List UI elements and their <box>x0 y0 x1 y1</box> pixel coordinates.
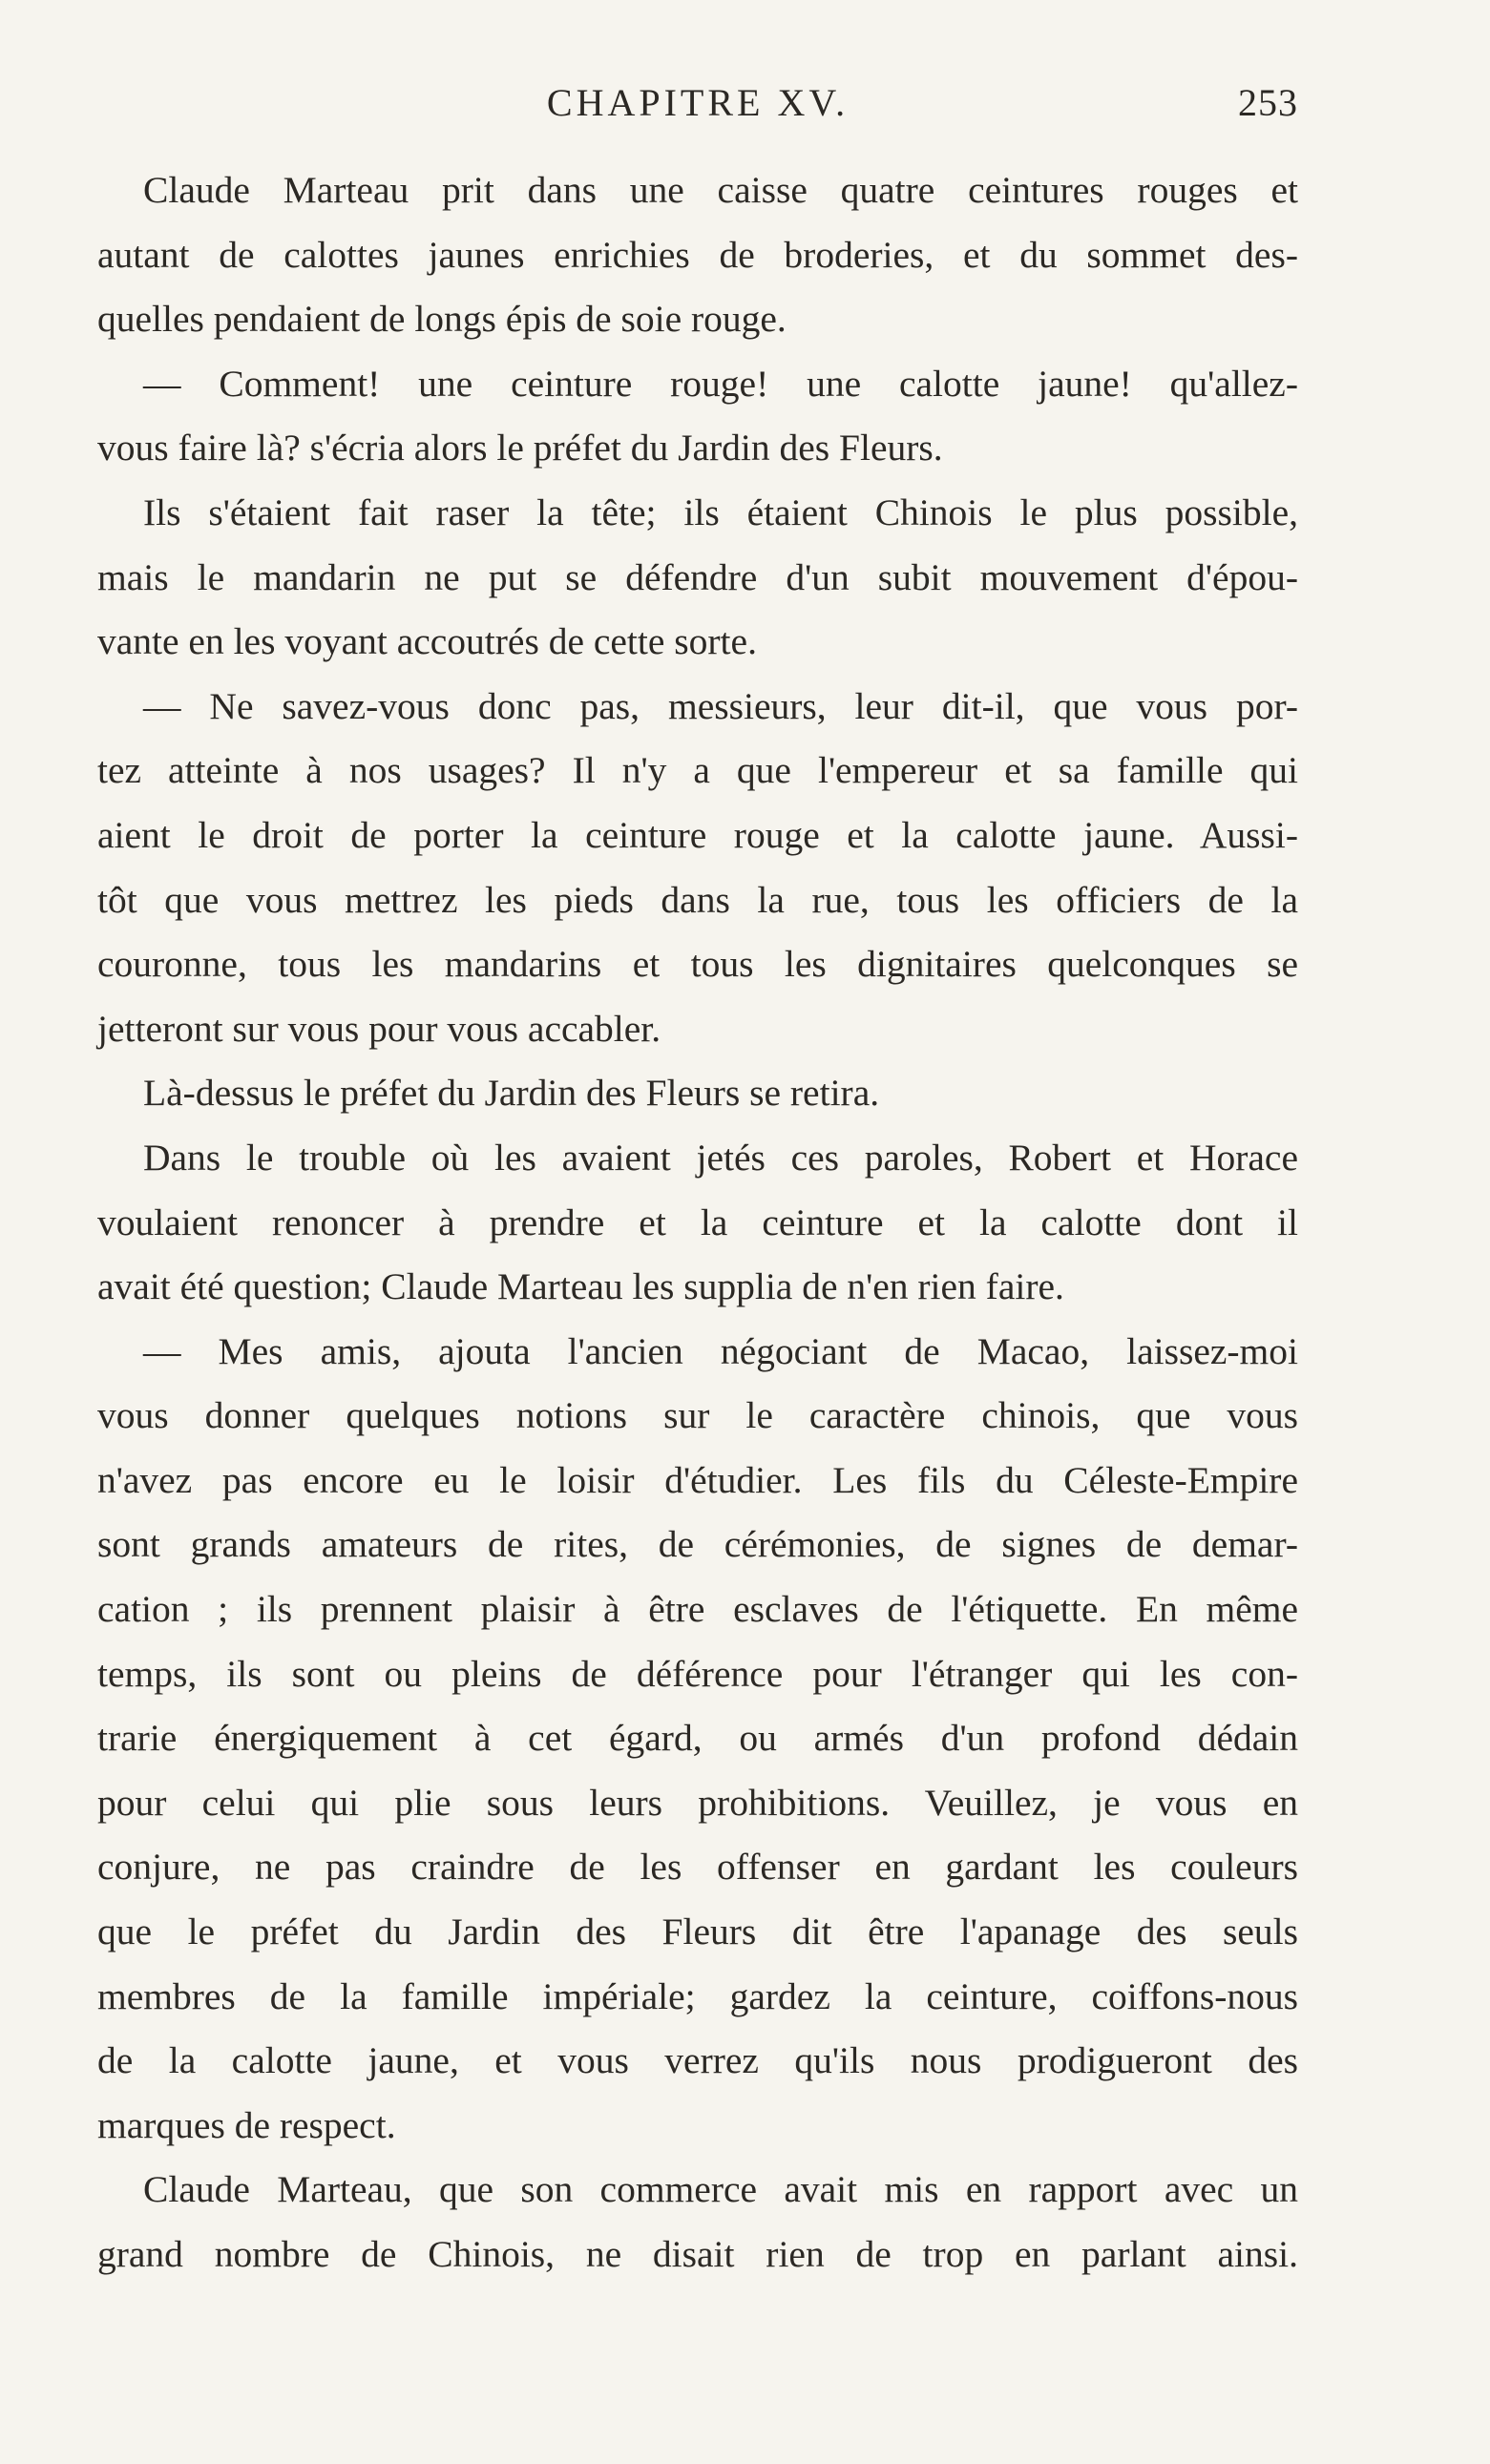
text-line: tez atteinte à nos usages? Il n'y a que l'empereur et sa famille qui <box>97 749 1298 792</box>
text-line: — Mes amis, ajouta l'ancien négociant de Macao, laissez-moi <box>143 1329 1298 1372</box>
text-line: — Ne savez-vous donc pas, messieurs, leur dit-il, que vous por- <box>143 684 1298 727</box>
text-line: pour celui qui plie sous leurs prohibitions. Veuillez, je vous en <box>97 1781 1298 1824</box>
text-line: de la calotte jaune, et vous verrez qu'ils nous prodigueront des <box>97 2039 1298 2082</box>
text-line: n'avez pas encore eu le loisir d'étudier. Les fils du Céleste-Empire <box>97 1458 1298 1501</box>
text-line: jetteront sur vous pour vous accabler. <box>97 1007 661 1050</box>
text-line: couronne, tous les mandarins et tous les dignitaires quelconques se <box>97 943 1298 986</box>
body-text <box>97 158 1298 2287</box>
text-line: marques de respect. <box>97 2103 396 2146</box>
text-line: vante en les voyant accoutrés de cette sorte. <box>97 620 757 663</box>
text-line: avait été question; Claude Marteau les supplia de n'en rien faire. <box>97 1265 1064 1308</box>
text-line: sont grands amateurs de rites, de cérémonies, de signes de demar- <box>97 1523 1298 1566</box>
text-line: trarie énergiquement à cet égard, ou armés d'un profond dédain <box>97 1717 1298 1760</box>
text-line: Là-dessus le préfet du Jardin des Fleurs se retira. <box>143 1072 880 1115</box>
text-line: Ils s'étaient fait raser la tête; ils étaient Chinois le plus possible, <box>143 491 1298 533</box>
text-line: grand nombre de Chinois, ne disait rien de trop en parlant ainsi. <box>97 2233 1298 2275</box>
text-line: Claude Marteau prit dans une caisse quatre ceintures rouges et <box>143 169 1298 211</box>
text-line: cation ; ils prennent plaisir à être esclaves de l'étiquette. En même <box>97 1588 1298 1631</box>
text-line: mais le mandarin ne put se défendre d'un subit mouvement d'épou- <box>97 555 1298 598</box>
text-line: Dans le trouble où les avaient jetés ces paroles, Robert et Horace <box>143 1136 1298 1179</box>
text-line: — Comment! une ceinture rouge! une calotte jaune! qu'allez- <box>143 362 1298 405</box>
text-line: tôt que vous mettrez les pieds dans la rue, tous les officiers de la <box>97 878 1298 921</box>
text-line: vous donner quelques notions sur le caractère chinois, que vous <box>97 1394 1298 1437</box>
text-line: autant de calottes jaunes enrichies de broderies, et du sommet des- <box>97 233 1298 276</box>
chapter-title: CHAPITRE XV. <box>546 81 850 124</box>
text-line: membres de la famille impériale; gardez la ceinture, coiffons-nous <box>97 1974 1298 2017</box>
text-line: vous faire là? s'écria alors le préfet du Jardin des Fleurs. <box>97 427 943 470</box>
text-line: que le préfet du Jardin des Fleurs dit être l'apanage des seuls <box>97 1911 1298 1953</box>
page-number: 253 <box>1238 81 1298 124</box>
running-head <box>97 80 1298 137</box>
text-line: voulaient renoncer à prendre et la ceinture et la calotte dont il <box>97 1201 1298 1243</box>
text-line: quelles pendaient de longs épis de soie rouge. <box>97 298 787 341</box>
text-line: conjure, ne pas craindre de les offenser en gardant les couleurs <box>97 1846 1298 1889</box>
text-line: temps, ils sont ou pleins de déférence pour l'étranger qui les con- <box>97 1652 1298 1695</box>
text-line: aient le droit de porter la ceinture rouge et la calotte jaune. Aussi- <box>97 813 1298 856</box>
text-line: Claude Marteau, que son commerce avait mis en rapport avec un <box>143 2168 1298 2211</box>
